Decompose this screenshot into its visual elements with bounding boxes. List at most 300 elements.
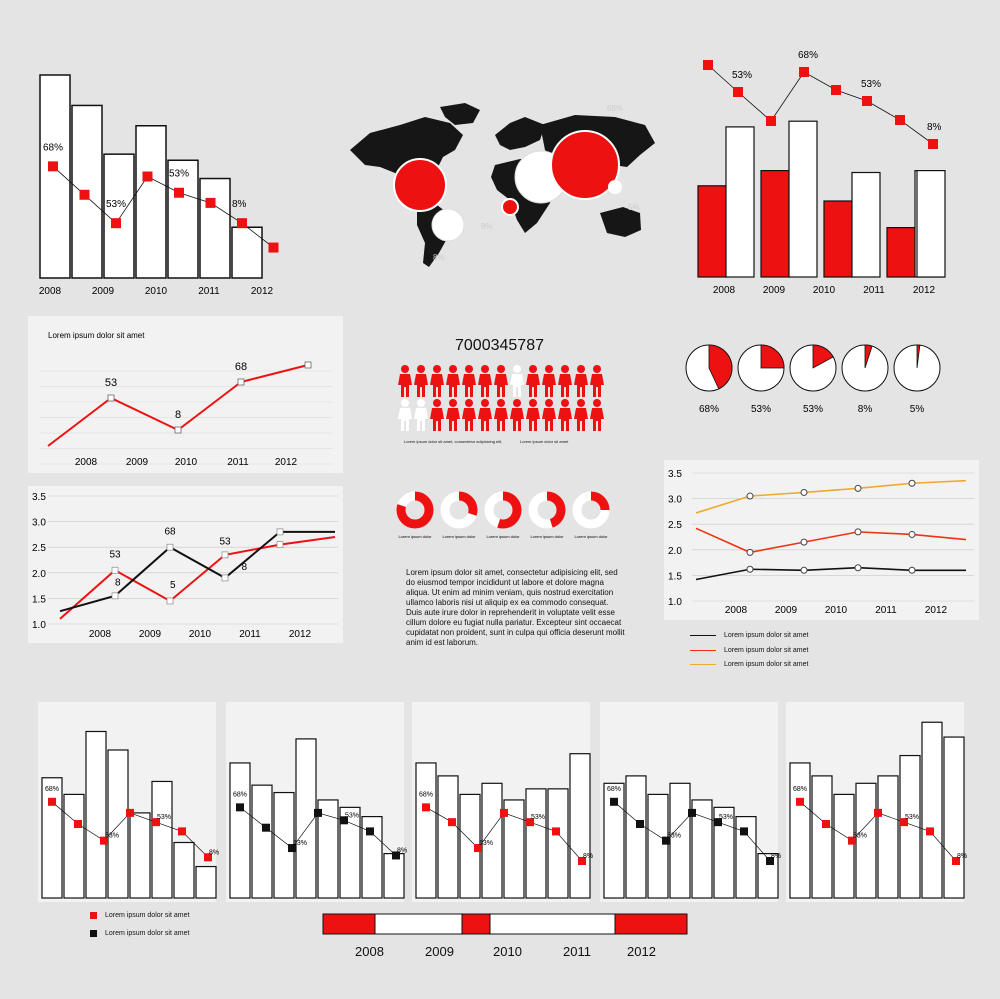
data-label: 53% xyxy=(169,168,190,180)
data-marker xyxy=(236,803,244,811)
y-tick-label: 3.5 xyxy=(668,469,682,480)
line-legend-item xyxy=(690,661,808,668)
timeline-segment xyxy=(490,914,615,934)
legend-label: Lorem ipsum dolor sit amet xyxy=(105,912,190,919)
person-head xyxy=(497,365,505,373)
x-tick-label: 2009 xyxy=(762,285,786,296)
data-label: 53% xyxy=(853,832,868,840)
x-tick-label: 2008 xyxy=(74,457,98,468)
person-icon xyxy=(526,365,540,397)
bar xyxy=(626,776,646,898)
bar xyxy=(416,763,436,898)
bar xyxy=(200,179,230,278)
bar-white xyxy=(789,121,817,277)
data-label: 68% xyxy=(607,785,622,793)
data-label: 53% xyxy=(732,70,753,81)
bar xyxy=(130,813,150,898)
bar xyxy=(526,789,546,898)
data-marker xyxy=(111,218,121,228)
legend-label: Lorem ipsum dolor sit amet xyxy=(105,930,190,937)
x-tick-label: 2012 xyxy=(912,285,936,296)
timeline-label: 2008 xyxy=(355,944,384,959)
data-marker xyxy=(610,798,618,806)
person-head xyxy=(593,365,601,373)
data-label: 68% xyxy=(45,785,60,793)
data-marker xyxy=(799,67,809,77)
map-bubble-americas-white xyxy=(432,209,464,241)
map-label: 5% xyxy=(628,203,640,212)
data-marker xyxy=(862,96,872,106)
person-icon xyxy=(542,399,556,431)
person-head xyxy=(465,365,473,373)
x-tick-label: 2009 xyxy=(774,605,798,616)
bar-chart-top-right xyxy=(680,45,980,305)
data-label: 8 xyxy=(174,409,182,421)
map-bubble-africa-red xyxy=(502,199,518,215)
person-icon xyxy=(574,365,588,397)
data-label: 53% xyxy=(345,812,360,820)
timeline-label: 2009 xyxy=(425,944,454,959)
legend-swatch xyxy=(690,650,716,652)
data-point xyxy=(747,549,753,555)
map-bubble-americas-red xyxy=(394,159,446,211)
three-line-chart-panel xyxy=(664,460,979,620)
x-tick-label: 2012 xyxy=(250,286,274,297)
bar xyxy=(296,739,316,898)
person-icon xyxy=(414,399,428,431)
person-head xyxy=(577,399,585,407)
bar xyxy=(64,794,84,898)
person-head xyxy=(449,399,457,407)
person-body xyxy=(494,374,508,397)
data-label: 8% xyxy=(927,122,942,133)
x-tick-label: 2011 xyxy=(198,286,220,297)
bar-white xyxy=(852,173,880,278)
person-head xyxy=(401,365,409,373)
person-body xyxy=(398,374,412,397)
x-tick-label: 2009 xyxy=(125,457,149,468)
pie-slice xyxy=(761,345,784,368)
person-icon xyxy=(398,365,412,397)
y-tick-label: 3.5 xyxy=(32,492,46,503)
map-bubble-asia-white xyxy=(608,180,622,194)
timeline-label: 2010 xyxy=(493,944,522,959)
person-body xyxy=(558,374,572,397)
x-tick-label: 2008 xyxy=(38,286,62,297)
person-icon xyxy=(574,399,588,431)
data-marker xyxy=(48,161,58,171)
person-icon xyxy=(478,365,492,397)
data-point xyxy=(175,427,181,433)
bar xyxy=(790,763,810,898)
data-label: 8 xyxy=(114,577,121,589)
bar-red xyxy=(698,186,726,277)
line-chart-panel xyxy=(28,316,343,473)
y-tick-label: 1.0 xyxy=(32,620,46,631)
bar xyxy=(252,785,272,898)
timeline-segment xyxy=(323,914,375,934)
legend-swatch xyxy=(90,930,97,937)
person-body xyxy=(462,408,476,431)
bar xyxy=(86,732,106,899)
small-bar-panel xyxy=(600,702,782,902)
data-marker xyxy=(874,809,882,817)
data-point xyxy=(855,485,861,491)
europe xyxy=(495,117,545,150)
data-label: 8 xyxy=(241,562,248,574)
y-tick-label: 2.5 xyxy=(32,543,46,555)
person-icon xyxy=(446,399,460,431)
data-point xyxy=(305,362,311,368)
person-body xyxy=(430,408,444,431)
data-point xyxy=(112,567,118,573)
person-head xyxy=(577,365,585,373)
person-body xyxy=(574,408,588,431)
data-label: 8% xyxy=(771,853,782,860)
person-head xyxy=(481,365,489,373)
data-point xyxy=(238,379,244,385)
population-number: 7000345787 xyxy=(455,337,544,354)
timeline-bar xyxy=(322,913,690,937)
pie-chart-row xyxy=(685,340,955,420)
x-tick-label: 2008 xyxy=(712,285,736,296)
data-label: 68% xyxy=(798,50,819,61)
data-label: 53 xyxy=(104,377,118,389)
data-marker xyxy=(733,87,743,97)
bar xyxy=(42,778,62,898)
donut-label: Lorem ipsum dolor xyxy=(398,534,432,539)
data-marker xyxy=(448,818,456,826)
pie-label: 68% xyxy=(698,404,720,415)
person-head xyxy=(545,365,553,373)
x-tick-label: 2008 xyxy=(88,629,112,640)
person-head xyxy=(481,399,489,407)
data-marker xyxy=(80,190,90,200)
person-icon xyxy=(430,365,444,397)
person-icon xyxy=(542,365,556,397)
data-marker xyxy=(926,827,934,835)
bar xyxy=(856,783,876,898)
person-body xyxy=(590,408,604,431)
bar xyxy=(230,763,250,898)
person-body xyxy=(478,408,492,431)
person-head xyxy=(561,399,569,407)
data-marker xyxy=(48,798,56,806)
data-marker xyxy=(703,60,713,70)
person-icon xyxy=(590,365,604,397)
person-body xyxy=(590,374,604,397)
data-marker xyxy=(143,172,153,182)
x-tick-label: 2010 xyxy=(824,605,848,616)
data-point xyxy=(801,489,807,495)
bar xyxy=(438,776,458,898)
map-label: 68% xyxy=(607,104,624,113)
person-head xyxy=(513,399,521,407)
chart-title: Lorem ipsum dolor sit amet xyxy=(48,331,145,340)
series-line xyxy=(60,537,335,619)
series-line xyxy=(60,532,335,611)
person-head xyxy=(593,399,601,407)
person-body xyxy=(478,374,492,397)
data-label: 53% xyxy=(719,814,734,822)
bar xyxy=(944,737,964,898)
donut-label: Lorem ipsum dolor xyxy=(442,534,476,539)
data-label: 8% xyxy=(232,199,247,211)
bar xyxy=(648,794,668,898)
bar xyxy=(136,126,166,278)
population-caption-right: Lorem ipsum dolor sit amet xyxy=(520,439,569,444)
x-tick-label: 2011 xyxy=(875,605,897,616)
legend-swatch xyxy=(90,912,97,919)
series-line xyxy=(696,528,966,552)
person-body xyxy=(558,408,572,431)
person-icon xyxy=(446,365,460,397)
data-point xyxy=(108,395,114,401)
bar xyxy=(108,750,128,898)
data-point xyxy=(855,565,861,571)
pie-label: 8% xyxy=(857,404,873,415)
data-point xyxy=(909,480,915,486)
map-label: 8% xyxy=(481,222,493,231)
square-legend-item xyxy=(90,930,189,937)
x-tick-label: 2008 xyxy=(724,605,748,616)
y-tick-label: 2.5 xyxy=(668,520,682,532)
person-body xyxy=(398,408,412,431)
person-body xyxy=(510,408,524,431)
data-marker xyxy=(928,139,938,149)
data-label: 53% xyxy=(105,832,120,840)
data-label: 53% xyxy=(531,814,546,822)
data-point xyxy=(277,529,283,535)
person-body xyxy=(526,408,540,431)
x-tick-label: 2010 xyxy=(174,457,198,468)
bar xyxy=(670,783,690,898)
bar-chart-top-left xyxy=(20,60,310,305)
data-label: 68 xyxy=(234,361,248,373)
data-label: 53% xyxy=(905,814,920,822)
person-icon xyxy=(558,399,572,431)
person-head xyxy=(529,399,537,407)
data-marker xyxy=(895,115,905,125)
x-tick-label: 2010 xyxy=(812,285,836,296)
data-point xyxy=(222,552,228,558)
person-body xyxy=(446,408,460,431)
y-tick-label: 1.5 xyxy=(32,594,46,606)
line-chart-three-series xyxy=(664,460,979,620)
data-point xyxy=(909,531,915,537)
y-tick-label: 2.0 xyxy=(32,568,46,580)
bar xyxy=(548,789,568,898)
data-marker xyxy=(178,827,186,835)
person-head xyxy=(417,399,425,407)
pie-label: 53% xyxy=(802,404,824,415)
timeline-segment xyxy=(615,914,687,934)
timeline-segment xyxy=(462,914,490,934)
series-line xyxy=(696,568,966,580)
data-marker xyxy=(237,218,247,228)
data-label: 53% xyxy=(106,199,127,211)
person-icon xyxy=(462,365,476,397)
x-tick-label: 2011 xyxy=(239,629,261,640)
bar xyxy=(152,781,172,898)
person-body xyxy=(526,374,540,397)
x-tick-label: 2010 xyxy=(188,629,212,640)
pie-label: 5% xyxy=(909,404,925,415)
data-label: 68% xyxy=(233,791,248,799)
square-legend-item xyxy=(90,912,189,919)
person-head xyxy=(465,399,473,407)
person-body xyxy=(510,374,524,397)
people-pictogram xyxy=(398,365,608,445)
data-marker xyxy=(688,809,696,817)
data-point xyxy=(747,493,753,499)
data-label: 68 xyxy=(164,526,176,538)
line-legend-item xyxy=(690,647,808,654)
data-marker xyxy=(269,243,279,253)
bar xyxy=(384,854,404,898)
world-map xyxy=(345,95,665,275)
donut-label: Lorem ipsum dolor xyxy=(530,534,564,539)
bar-white xyxy=(726,127,754,277)
line-chart-single xyxy=(28,316,343,473)
donut-label: Lorem ipsum dolor xyxy=(486,534,520,539)
person-icon xyxy=(430,399,444,431)
two-line-chart-panel xyxy=(28,486,343,643)
data-marker xyxy=(206,198,216,208)
person-icon xyxy=(398,399,412,431)
data-marker xyxy=(552,827,560,835)
y-tick-label: 3.0 xyxy=(32,517,46,529)
data-label: 53% xyxy=(667,832,682,840)
data-marker xyxy=(422,803,430,811)
person-head xyxy=(513,365,521,373)
donut-label: Lorem ipsum dolor xyxy=(574,534,608,539)
bar xyxy=(834,794,854,898)
data-label: 8% xyxy=(397,847,408,855)
greenland xyxy=(440,103,480,125)
data-point xyxy=(801,567,807,573)
x-tick-label: 2012 xyxy=(288,629,312,640)
legend-swatch xyxy=(690,635,716,637)
timeline-label: 2011 xyxy=(563,944,591,959)
legend-swatch xyxy=(690,664,716,666)
data-point xyxy=(747,566,753,572)
small-bar-panel xyxy=(226,702,408,902)
data-label: 53% xyxy=(479,840,494,848)
x-tick-label: 2009 xyxy=(138,629,162,640)
data-marker xyxy=(262,824,270,832)
timeline-label: 2012 xyxy=(627,944,656,959)
data-point xyxy=(855,529,861,535)
person-icon xyxy=(494,365,508,397)
data-point xyxy=(167,544,173,550)
data-marker xyxy=(796,798,804,806)
person-head xyxy=(449,365,457,373)
x-tick-label: 2012 xyxy=(924,605,948,616)
person-icon xyxy=(510,365,524,397)
legend-label: Lorem ipsum dolor sit amet xyxy=(724,647,809,654)
person-head xyxy=(561,365,569,373)
line-chart-two-series xyxy=(28,486,343,643)
person-body xyxy=(542,374,556,397)
data-marker xyxy=(766,116,776,126)
small-bar-chart xyxy=(38,702,220,902)
x-tick-label: 2011 xyxy=(863,285,885,296)
data-point xyxy=(112,593,118,599)
series-line xyxy=(48,365,308,446)
y-tick-label: 2.0 xyxy=(668,545,682,557)
person-icon xyxy=(494,399,508,431)
person-icon xyxy=(526,399,540,431)
small-bar-chart xyxy=(412,702,594,902)
pie-label: 53% xyxy=(750,404,772,415)
x-tick-label: 2009 xyxy=(91,286,115,297)
person-icon xyxy=(590,399,604,431)
bar xyxy=(812,776,832,898)
person-body xyxy=(462,374,476,397)
data-label: 5 xyxy=(169,580,176,592)
data-marker xyxy=(126,809,134,817)
data-point xyxy=(801,539,807,545)
data-label: 8% xyxy=(209,849,220,857)
donut-chart-row xyxy=(395,490,615,545)
data-label: 53% xyxy=(157,814,172,822)
person-icon xyxy=(510,399,524,431)
person-body xyxy=(414,374,428,397)
person-body xyxy=(574,374,588,397)
population-caption-left: Lorem ipsum dolor sit amet, consectetur adipisicing elit, xyxy=(404,439,503,444)
data-point xyxy=(222,575,228,581)
y-tick-label: 1.5 xyxy=(668,571,682,583)
data-point xyxy=(167,598,173,604)
data-marker xyxy=(74,820,82,828)
person-head xyxy=(433,399,441,407)
bar-white xyxy=(917,171,945,277)
x-tick-label: 2012 xyxy=(274,457,298,468)
x-tick-label: 2010 xyxy=(144,286,168,297)
person-icon xyxy=(478,399,492,431)
series-line xyxy=(696,481,966,513)
person-head xyxy=(417,365,425,373)
small-bar-panel xyxy=(412,702,594,902)
person-body xyxy=(542,408,556,431)
data-marker xyxy=(174,188,184,198)
data-marker xyxy=(831,85,841,95)
legend-label: Lorem ipsum dolor sit amet xyxy=(724,632,809,639)
data-marker xyxy=(314,809,322,817)
timeline-segment xyxy=(375,914,462,934)
person-head xyxy=(497,399,505,407)
person-body xyxy=(414,408,428,431)
data-marker xyxy=(822,820,830,828)
data-marker xyxy=(366,827,374,835)
bar xyxy=(570,754,590,898)
small-bar-chart xyxy=(226,702,408,902)
line-legend-item xyxy=(690,632,808,639)
small-bar-chart xyxy=(786,702,968,902)
map-label: 8% xyxy=(433,253,445,262)
bar-red xyxy=(887,228,915,277)
data-marker xyxy=(500,809,508,817)
data-label: 68% xyxy=(43,142,64,154)
bar xyxy=(196,867,216,898)
person-head xyxy=(401,399,409,407)
data-point xyxy=(909,567,915,573)
bar-red xyxy=(761,171,789,277)
person-head xyxy=(433,365,441,373)
y-tick-label: 1.0 xyxy=(668,597,682,608)
data-label: 68% xyxy=(419,791,434,799)
